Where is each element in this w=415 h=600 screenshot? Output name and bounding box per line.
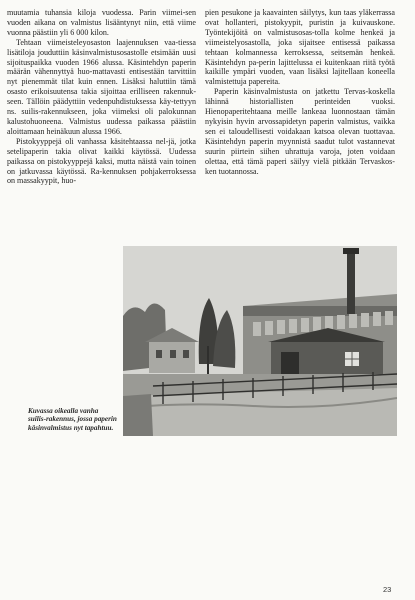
text-column-left	[7, 8, 196, 186]
factory-photo-illustration	[123, 246, 397, 436]
photo-caption: Kuvassa oikealla vanha suilis-rakennus, jossa paperin käsinvalmistus nyt tapahtuu.	[28, 407, 117, 432]
paragraph: pien pesukone ja kaavainten säilytys, kun taas yläkerrassa ovat hollanteri, pistokyypit, puristin ja kuivauskone. Työntekijöitä on valmistusosas-tolla kolme henkeä ja viimeistelyosastolla, joka sijaitsee entisessä paikassa tehtaan kolmannessa kerroksessa, seitsemän henkeä. Käsintehdyn pa-perin lajittelussa ei kuitenkaan riitä työtä kaikille ympäri vuoden, vaan lisäksi lajitellaan koneella valmistettuja papereita.	[205, 8, 395, 87]
page-number: 23	[383, 585, 392, 594]
paragraph: Pistokyyppejä oli vanhassa käsitehtaassa nel-jä, jotka setelipaperin takia olivat kaikki käytössä. Uudessa paikassa on pistokyyppejä kaksi, mutta näistä vain toinen on jatkuvassa käytössä. Ra-kennuksen pohjakerroksessa on massakyypit, huo-	[7, 136, 196, 186]
paragraph: Tehtaan viimeisteleyosaston laajennuksen vaa-tiessa lisätiloja jouduttiin käsinvalmistusosastolle etsimään uusi sijoituspaikka vuoden 1966 alussa. Käsintehdyn paperin määrän vähennyttyä huo-mattavasti entisestään tarvittiin nyt pienemmät tilat kuin ennen. Lisäksi haluttiin tämä osasto erikoisuutensa takia sijoittaa erilliseen rakennuk-seen. Tällöin päädyttiin vedenpuhdistuksessa käy-tettyyn ns. suilis-rakennukseen, joka viimeksi oli palokunnan kalustohuoneena. Valmistus uudessa paikassa päästiin aloittamaan heinäkuun alussa 1966.	[7, 37, 196, 136]
text-column-right	[205, 8, 395, 176]
factory-photograph	[123, 246, 397, 436]
paragraph: Paperin käsinvalmistusta on jatkettu Tervas-koskella lähinnä historiallisten perinteiden vuoksi. Hienopaperitehtaana meille lankeaa luonnostaan tämän nykyisin hyvin arvossapidetyn paperin valmistus, vaikka sen ei taloudellisesti voidakaan katsoa olevan tuottavaa. Käsintehdyn paperin myynnistä saadut tulot vastannevat suurin piirtein siihen uhrattuja varoja, joten voidaan olettaa, että tämä paperi säilyy vielä pitkään Tervaskos-ken tuotannossa.	[205, 87, 395, 176]
paragraph: muutamia tuhansia kiloja vuodessa. Parin viimei-sen vuoden aikana on valmistus lisääntynyt niin, että viime vuonna päästiin yli 6 000 kilon.	[7, 8, 196, 37]
